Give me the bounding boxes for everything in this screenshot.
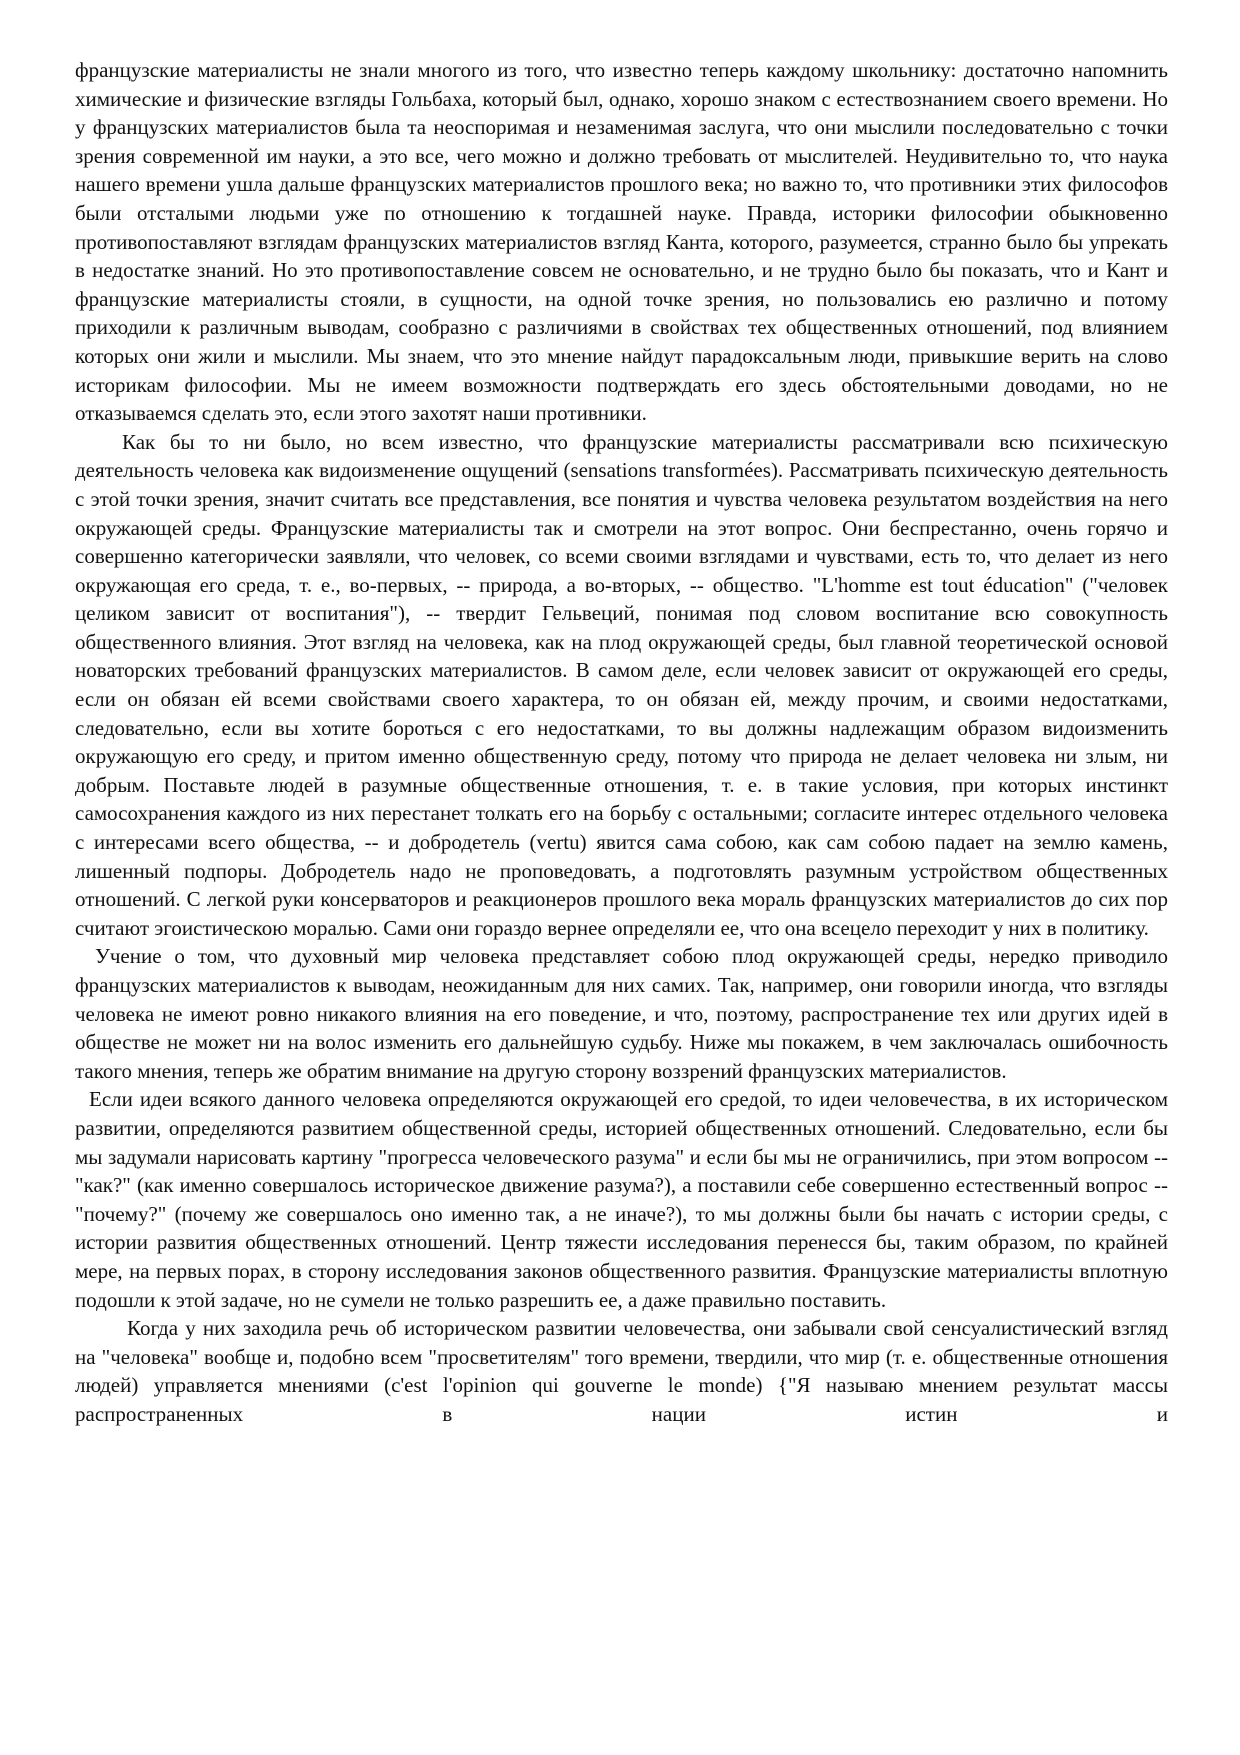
paragraph-3: Учение о том, что духовный мир человека представляет собою плод окружающей среды, нередко приводило французских материалистов к выводам, неожиданным для них самих. Так, например, они говорили иногда, что взгляды человека не имеют ровно никакого влияния на его поведение, и что, поэтому, распространение тех или других идей в обществе не может ни на волос изменить его дальнейшую судьбу. Ниже мы покажем, в чем заключалась ошибочность такого мнения, теперь же обратим внимание на другую сторону воззрений французских материалистов. [75,944,1168,1083]
paragraph-4: Если идеи всякого данного человека определяются окружающей его средой, то идеи человечества, в их историческом развитии, определяются развитием общественной среды, историей общественных отношений. Следовательно, если бы мы задумали нарисовать картину "прогресса человеческого разума" и если бы мы не ограничились, при этом вопросом -- "как?" (как именно совершалось историческое движение разума?), а поставили себе совершенно естественный вопрос -- "почему?" (почему же совершалось оно именно так, а не иначе?), то мы должны были бы начать с истории среды, с истории развития общественных отношений. Центр тяжести исследования перенесся бы, таким образом, по крайней мере, на первых порах, в сторону исследования законов общественного развития. Французские материалисты вплотную подошли к этой задаче, но не сумели не только разрешить ее, а даже правильно поставить. [75,1087,1168,1312]
document-page [75,56,1168,1429]
paragraph-2: Как бы то ни было, но всем известно, что французские материалисты рассматривали всю психическую деятельность человека как видоизменение ощущений (sensations transformées). Рассматривать психическую деятельность с этой точки зрения, значит считать все представления, все понятия и чувства человека результатом воздействия на него окружающей среды. Французские материалисты так и смотрели на этот вопрос. Они беспрестанно, очень горячо и совершенно категорически заявляли, что человек, со всеми своими взглядами и чувствами, есть то, что делает из него окружающая его среда, т. е., во-первых, -- природа, а во-вторых, -- общество. "L'homme est tout éducation" ("человек целиком зависит от воспитания"), -- твердит Гельвеций, понимая под словом воспитание всю совокупность общественного влияния. Этот взгляд на человека, как на плод окружающей среды, был главной теоретической основой новаторских требований французских материалистов. В самом деле, если человек зависит от окружающей его среды, если он обязан ей всеми свойствами своего характера, то он обязан ей, между прочим, и своими недостатками, следовательно, если вы хотите бороться с его недостатками, то вы должны надлежащим образом видоизменить окружающую его среду, и притом именно общественную среду, потому что природа не делает человека ни злым, ни добрым. Поставьте людей в разумные общественные отношения, т. е. в такие условия, при которых инстинкт самосохранения каждого из них перестанет толкать его на борьбу с остальными; согласите интерес отдельного человека с интересами всего общества, -- и добродетель (vertu) явится сама собою, как сам собою падает на землю камень, лишенный подпоры. Добродетель надо не проповедовать, а подготовлять разумным устройством общественных отношений. С легкой руки консерваторов и реакционеров прошлого века мораль французских материалистов до сих пор считают эгоистическою моралью. Сами они гораздо вернее определяли ее, что она всецело переходит у них в политику. [75,429,1168,940]
paragraph-1: французские материалисты не знали многого из того, что известно теперь каждому школьнику: достаточно напомнить химические и физические взгляды Гольбаха, который был, однако, хорошо знаком с естествознанием своего времени. Но у французских материалистов была та неоспоримая и незаменимая заслуга, что они мыслили последовательно с точки зрения современной им науки, а это все, чего можно и должно требовать от мыслителей. Неудивительно то, что наука нашего времени ушла дальше французских материалистов прошлого века; но важно то, что противники этих философов были отсталыми людьми уже по отношению к тогдашней науке. Правда, историки философии обыкновенно противопоставляют взглядам французских материалистов взгляд Канта, которого, разумеется, странно было бы упрекать в недостатке знаний. Но это противопоставление совсем не основательно, и не трудно было бы показать, что и Кант и французские материалисты стояли, в сущности, на одной точке зрения, но пользовались ею различно и потому приходили к различным выводам, сообразно с различиями в свойствах тех общественных отношений, под влиянием которых они жили и мыслили. Мы знаем, что это мнение найдут парадоксальным люди, привыкшие верить на слово историкам философии. Мы не имеем возможности подтверждать его здесь обстоятельными доводами, но не отказываемся сделать это, если этого захотят наши противники. [75,58,1168,426]
paragraph-5: Когда у них заходила речь об историческом развитии человечества, они забывали свой сенсуалистический взгляд на "человека" вообще и, подобно всем "просветителям" того времени, твердили, что мир (т. е. общественные отношения людей) управляется мнениями (c'est l'opinion qui gouverne le monde) {"Я называю мнением результат массы распространенных в нации истин и [75,1316,1168,1426]
